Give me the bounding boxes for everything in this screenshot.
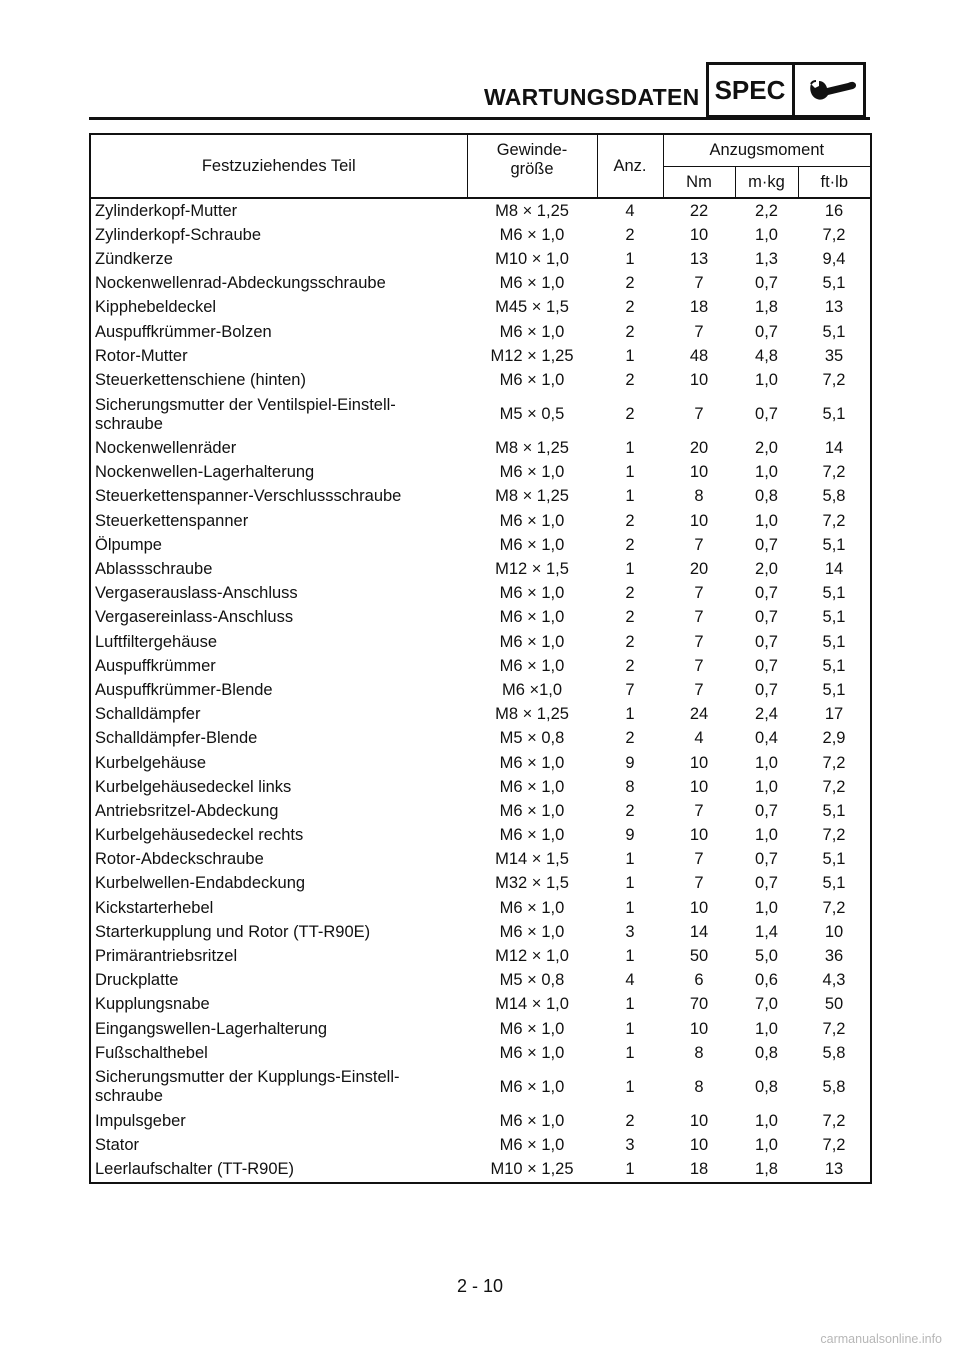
cell-ftlb: 5,1	[822, 680, 846, 699]
cell-qty: 4	[625, 971, 635, 990]
cell-qty: 1	[625, 439, 635, 458]
cell-ftlb: 5,1	[822, 322, 846, 341]
table-row	[90, 393, 871, 437]
cell-mkg: 1,0	[755, 511, 778, 530]
cell-qty: 2	[625, 511, 635, 530]
cell-mkg: 0,7	[755, 850, 778, 869]
cell-nm: 48	[689, 346, 709, 365]
cell-ftlb: 13	[824, 298, 844, 317]
cell-qty: 3	[625, 922, 635, 941]
cell-thread: M12 × 1,0	[495, 947, 569, 966]
cell-ftlb: 50	[824, 995, 844, 1014]
cell-part: Steuerkettenspanner	[95, 511, 249, 530]
cell-thread: M5 × 0,8	[499, 971, 565, 990]
cell-part: Ablassschraube	[95, 560, 213, 579]
cell-ftlb: 5,1	[822, 801, 846, 820]
cell-part: Vergasereinlass-Anschluss	[95, 608, 294, 627]
cell-qty: 1	[625, 1077, 635, 1096]
cell-qty: 8	[625, 777, 635, 796]
table-row	[90, 533, 871, 557]
cell-thread: M6 × 1,0	[499, 922, 565, 941]
cell-ftlb: 4,3	[822, 971, 846, 990]
cell-qty: 1	[625, 705, 635, 724]
table-row	[90, 247, 871, 271]
table-row	[90, 703, 871, 727]
cell-part: Schalldämpfer-Blende	[95, 729, 258, 748]
cell-qty: 2	[625, 225, 635, 244]
cell-qty: 2	[625, 370, 635, 389]
cell-mkg: 1,0	[755, 826, 778, 845]
table-row	[90, 751, 871, 775]
cell-mkg: 2,4	[755, 705, 778, 724]
table-row	[90, 920, 871, 944]
cell-thread: M14 × 1,0	[495, 995, 569, 1014]
cell-qty: 2	[625, 729, 635, 748]
cell-qty: 1	[625, 249, 635, 268]
cell-part: Kickstarterhebel	[95, 898, 214, 917]
cell-thread: M32 × 1,5	[495, 874, 569, 893]
cell-nm: 4	[694, 729, 704, 748]
cell-mkg: 0,7	[755, 405, 778, 423]
wrench-icon	[807, 75, 859, 107]
cell-part: Nockenwellen-Lagerhalterung	[95, 463, 315, 482]
cell-thread: M8 × 1,25	[467, 198, 597, 223]
cell-ftlb: 16	[798, 198, 871, 223]
cell-part: Zylinderkopf-Mutter	[90, 198, 467, 223]
cell-mkg: 0,7	[755, 584, 778, 603]
cell-ftlb: 7,2	[822, 511, 846, 530]
cell-ftlb: 35	[824, 346, 844, 365]
header-mkg: m·kg	[735, 167, 798, 199]
cell-nm: 7	[694, 535, 704, 554]
cell-nm: 10	[689, 753, 709, 772]
cell-part: Kipphebeldeckel	[95, 298, 217, 317]
table-row	[90, 582, 871, 606]
table-row	[90, 630, 871, 654]
cell-nm: 7	[694, 801, 704, 820]
cell-thread: M6 × 1,0	[499, 274, 565, 293]
cell-mkg: 1,0	[755, 753, 778, 772]
cell-mkg: 1,4	[755, 922, 778, 941]
cell-nm: 20	[689, 560, 709, 579]
cell-part: Zündkerze	[95, 249, 173, 268]
cell-ftlb: 7,2	[822, 463, 846, 482]
table-row	[90, 461, 871, 485]
table-row	[90, 848, 871, 872]
cell-part: Kupplungsnabe	[95, 995, 210, 1014]
cell-nm: 7	[694, 874, 704, 893]
table-row	[90, 272, 871, 296]
cell-thread: M6 × 1,0	[499, 801, 565, 820]
cell-part: Kurbelwellen-Endabdeckung	[95, 874, 306, 893]
cell-thread: M45 × 1,5	[495, 298, 569, 317]
cell-mkg: 1,0	[755, 777, 778, 796]
cell-mkg: 0,6	[755, 971, 778, 990]
cell-part: Fußschalthebel	[95, 1043, 208, 1062]
cell-part: Auspuffkrümmer	[95, 656, 216, 675]
cell-qty: 1	[625, 898, 635, 917]
cell-ftlb: 7,2	[822, 1111, 846, 1130]
table-row	[90, 1041, 871, 1065]
table-row	[90, 824, 871, 848]
table-row	[90, 969, 871, 993]
cell-ftlb: 7,2	[822, 370, 846, 389]
cell-ftlb: 7,2	[822, 753, 846, 772]
cell-thread: M6 × 1,0	[499, 322, 565, 341]
cell-mkg: 2,0	[755, 439, 778, 458]
spec-badge-label: SPEC	[714, 75, 786, 105]
cell-part: Sicherungsmutter der Kupplungs-Einstell- schraube	[95, 1068, 400, 1106]
cell-mkg: 1,8	[755, 1160, 778, 1179]
cell-ftlb: 2,9	[822, 729, 846, 748]
cell-part: Nockenwellenrad-Abdeckungsschraube	[95, 274, 386, 293]
table-row	[90, 368, 871, 392]
cell-mkg: 5,0	[755, 947, 778, 966]
cell-qty: 1	[625, 947, 635, 966]
cell-mkg: 0,7	[755, 801, 778, 820]
cell-nm: 24	[689, 705, 709, 724]
cell-nm: 8	[694, 487, 704, 506]
cell-thread: M6 × 1,0	[499, 1136, 565, 1155]
cell-thread: M6 × 1,0	[499, 656, 565, 675]
cell-nm: 7	[694, 274, 704, 293]
cell-qty: 9	[625, 826, 635, 845]
cell-part: Auspuffkrümmer-Bolzen	[95, 322, 272, 341]
cell-nm: 6	[694, 971, 704, 990]
cell-nm: 18	[689, 298, 709, 317]
cell-part: Impulsgeber	[95, 1111, 186, 1130]
table-row	[90, 198, 871, 223]
cell-part: Schalldämpfer	[95, 705, 201, 724]
table-row	[90, 799, 871, 823]
table-row	[90, 727, 871, 751]
cell-nm: 10	[689, 225, 709, 244]
cell-ftlb: 36	[824, 947, 844, 966]
cell-ftlb: 5,1	[822, 608, 846, 627]
cell-ftlb: 5,1	[822, 405, 846, 423]
cell-qty: 3	[625, 1136, 635, 1155]
cell-nm: 7	[694, 608, 704, 627]
cell-qty: 1	[625, 487, 635, 506]
cell-ftlb: 9,4	[822, 249, 846, 268]
cell-nm: 7	[694, 680, 704, 699]
cell-thread: M8 × 1,25	[495, 439, 569, 458]
cell-ftlb: 7,2	[822, 225, 846, 244]
cell-thread: M5 × 0,8	[499, 729, 565, 748]
cell-part: Antriebsritzel-Abdeckung	[95, 801, 279, 820]
cell-mkg: 1,0	[755, 370, 778, 389]
cell-ftlb: 5,1	[822, 632, 846, 651]
cell-qty: 1	[625, 1043, 635, 1062]
cell-thread: M6 × 1,0	[499, 1019, 565, 1038]
cell-thread: M6 × 1,0	[499, 1077, 565, 1096]
cell-ftlb: 5,8	[822, 487, 846, 506]
cell-qty: 9	[625, 753, 635, 772]
cell-thread: M6 × 1,0	[499, 753, 565, 772]
cell-thread: M6 × 1,0	[499, 826, 565, 845]
cell-mkg: 1,8	[755, 298, 778, 317]
cell-mkg: 0,4	[755, 729, 778, 748]
cell-mkg: 1,0	[755, 463, 778, 482]
cell-ftlb: 7,2	[822, 826, 846, 845]
table-row	[90, 1109, 871, 1133]
cell-ftlb: 13	[824, 1160, 844, 1179]
cell-nm: 10	[689, 1111, 709, 1130]
cell-ftlb: 10	[824, 922, 844, 941]
table-row	[90, 872, 871, 896]
cell-ftlb: 5,8	[822, 1043, 846, 1062]
table-row	[90, 775, 871, 799]
table-row	[90, 344, 871, 368]
cell-qty: 2	[625, 298, 635, 317]
cell-qty: 1	[625, 560, 635, 579]
cell-mkg: 0,8	[755, 1077, 778, 1096]
cell-mkg: 0,7	[755, 874, 778, 893]
cell-mkg: 7,0	[755, 995, 778, 1014]
torque-spec-table	[89, 133, 872, 1184]
cell-nm: 70	[689, 995, 709, 1014]
cell-qty: 2	[625, 405, 635, 423]
watermark: carmanualsonline.info	[820, 1332, 942, 1346]
cell-mkg: 0,7	[755, 322, 778, 341]
cell-mkg: 0,7	[755, 608, 778, 627]
cell-mkg: 2,2	[735, 198, 798, 223]
cell-thread: M6 × 1,0	[499, 511, 565, 530]
cell-part: Kurbelgehäusedeckel links	[95, 777, 292, 796]
cell-thread: M10 × 1,0	[495, 249, 569, 268]
cell-ftlb: 5,1	[822, 656, 846, 675]
cell-thread: M12 × 1,5	[495, 560, 569, 579]
table-row	[90, 557, 871, 581]
cell-part: Zylinderkopf-Schraube	[95, 225, 261, 244]
cell-ftlb: 7,2	[822, 1019, 846, 1038]
header-part: Festzuziehendes Teil	[90, 134, 467, 198]
cell-qty: 1	[625, 874, 635, 893]
cell-thread: M12 × 1,25	[490, 346, 574, 365]
cell-qty: 2	[625, 632, 635, 651]
cell-mkg: 4,8	[755, 346, 778, 365]
cell-thread: M5 × 0,5	[499, 405, 565, 423]
spec-badge	[706, 62, 866, 118]
cell-part: Kurbelgehäuse	[95, 753, 207, 772]
table-row	[90, 320, 871, 344]
cell-nm: 10	[689, 1136, 709, 1155]
cell-mkg: 1,0	[755, 225, 778, 244]
cell-nm: 7	[694, 632, 704, 651]
cell-mkg: 0,7	[755, 656, 778, 675]
page-number: 2 - 10	[456, 1276, 504, 1296]
cell-mkg: 0,7	[755, 535, 778, 554]
cell-part: Steuerkettenspanner-Verschlussschraube	[95, 487, 402, 506]
table-row	[90, 678, 871, 702]
table-row	[90, 1065, 871, 1109]
table-row	[90, 223, 871, 247]
table-body	[90, 198, 871, 1183]
header-ftlb: ft·lb	[798, 167, 871, 199]
cell-ftlb: 17	[824, 705, 844, 724]
cell-thread: M6 × 1,0	[499, 1111, 565, 1130]
cell-thread: M6 × 1,0	[499, 898, 565, 917]
cell-mkg: 1,0	[755, 898, 778, 917]
table-row	[90, 606, 871, 630]
cell-nm: 7	[694, 322, 704, 341]
cell-qty: 2	[625, 584, 635, 603]
cell-ftlb: 5,1	[822, 584, 846, 603]
cell-thread: M6 × 1,0	[499, 535, 565, 554]
table-row	[90, 485, 871, 509]
cell-qty: 7	[625, 680, 635, 699]
cell-thread: M6 × 1,0	[499, 463, 565, 482]
table-row	[90, 509, 871, 533]
cell-qty: 1	[625, 346, 635, 365]
cell-mkg: 0,7	[755, 680, 778, 699]
cell-mkg: 0,8	[755, 487, 778, 506]
cell-mkg: 0,7	[755, 274, 778, 293]
cell-nm: 10	[689, 898, 709, 917]
cell-thread: M6 × 1,0	[499, 225, 565, 244]
cell-part: Nockenwellenräder	[95, 439, 237, 458]
cell-ftlb: 5,1	[822, 274, 846, 293]
cell-ftlb: 5,1	[822, 874, 846, 893]
cell-nm: 50	[689, 947, 709, 966]
header-thread: Gewinde- größe	[467, 134, 597, 198]
cell-nm: 7	[694, 850, 704, 869]
cell-ftlb: 14	[824, 560, 844, 579]
cell-part: Druckplatte	[95, 971, 179, 990]
cell-qty: 1	[625, 463, 635, 482]
cell-qty: 2	[625, 608, 635, 627]
table-row	[90, 993, 871, 1017]
cell-part: Luftfiltergehäuse	[95, 632, 218, 651]
cell-qty: 2	[625, 656, 635, 675]
cell-part: Rotor-Mutter	[95, 346, 188, 365]
header-nm: Nm	[663, 167, 735, 199]
cell-part: Ölpumpe	[95, 535, 162, 554]
cell-thread: M6 × 1,0	[499, 370, 565, 389]
cell-nm: 8	[694, 1043, 704, 1062]
cell-ftlb: 5,1	[822, 535, 846, 554]
cell-part: Starterkupplung und Rotor (TT-R90E)	[95, 922, 371, 941]
cell-thread: M6 × 1,0	[499, 777, 565, 796]
cell-nm: 22	[663, 198, 735, 223]
cell-part: Sicherungsmutter der Ventilspiel-Einstell- schraube	[95, 395, 396, 433]
cell-nm: 13	[689, 249, 709, 268]
table-row	[90, 944, 871, 968]
cell-part: Kurbelgehäusedeckel rechts	[95, 826, 304, 845]
cell-mkg: 1,0	[755, 1111, 778, 1130]
cell-thread: M8 × 1,25	[495, 487, 569, 506]
cell-part: Rotor-Abdeckschraube	[95, 850, 264, 869]
page-title: WARTUNGSDATEN	[484, 84, 700, 110]
cell-mkg: 0,7	[755, 632, 778, 651]
table-row	[90, 1134, 871, 1158]
cell-qty: 1	[625, 1019, 635, 1038]
cell-qty: 2	[625, 274, 635, 293]
cell-nm: 10	[689, 463, 709, 482]
cell-nm: 14	[689, 922, 709, 941]
cell-ftlb: 7,2	[822, 777, 846, 796]
cell-thread: M6 ×1,0	[501, 680, 563, 699]
header-torque: Anzugsmoment	[663, 134, 871, 167]
cell-part: Vergaserauslass-Anschluss	[95, 584, 298, 603]
cell-part: Auspuffkrümmer-Blende	[95, 680, 273, 699]
cell-thread: M6 × 1,0	[499, 1043, 565, 1062]
cell-nm: 20	[689, 439, 709, 458]
table-row	[90, 654, 871, 678]
cell-part: Stator	[95, 1136, 140, 1155]
table-row	[90, 296, 871, 320]
table-row	[90, 1158, 871, 1183]
cell-qty: 1	[625, 850, 635, 869]
cell-qty: 2	[625, 535, 635, 554]
cell-nm: 10	[689, 1019, 709, 1038]
cell-ftlb: 7,2	[822, 1136, 846, 1155]
cell-qty: 2	[625, 322, 635, 341]
cell-qty: 2	[625, 801, 635, 820]
cell-ftlb: 7,2	[822, 898, 846, 917]
cell-mkg: 2,0	[755, 560, 778, 579]
cell-thread: M10 × 1,25	[490, 1160, 574, 1179]
cell-part: Leerlaufschalter (TT-R90E)	[95, 1160, 294, 1179]
cell-nm: 10	[689, 777, 709, 796]
header-qty: Anz.	[597, 134, 663, 198]
spec-badge-divider	[792, 65, 795, 115]
cell-mkg: 1,0	[755, 1136, 778, 1155]
cell-nm: 7	[694, 656, 704, 675]
cell-thread: M14 × 1,5	[495, 850, 569, 869]
cell-thread: M6 × 1,0	[499, 608, 565, 627]
cell-part: Eingangswellen-Lagerhalterung	[95, 1019, 328, 1038]
cell-part: Primärantriebsritzel	[95, 947, 238, 966]
cell-qty: 4	[597, 198, 663, 223]
cell-nm: 10	[689, 826, 709, 845]
cell-qty: 1	[625, 995, 635, 1014]
cell-thread: M6 × 1,0	[499, 632, 565, 651]
cell-mkg: 0,8	[755, 1043, 778, 1062]
cell-mkg: 1,3	[755, 249, 778, 268]
cell-qty: 1	[625, 1160, 635, 1179]
table-row	[90, 437, 871, 461]
cell-ftlb: 5,8	[822, 1077, 846, 1096]
table-row	[90, 1017, 871, 1041]
cell-part: Steuerkettenschiene (hinten)	[95, 370, 306, 389]
table-row	[90, 896, 871, 920]
cell-thread: M6 × 1,0	[499, 584, 565, 603]
cell-nm: 8	[694, 1077, 704, 1096]
cell-ftlb: 14	[824, 439, 844, 458]
cell-nm: 7	[694, 584, 704, 603]
cell-nm: 10	[689, 370, 709, 389]
cell-nm: 10	[689, 511, 709, 530]
cell-nm: 18	[689, 1160, 709, 1179]
cell-mkg: 1,0	[755, 1019, 778, 1038]
cell-qty: 2	[625, 1111, 635, 1130]
cell-nm: 7	[694, 405, 704, 423]
cell-ftlb: 5,1	[822, 850, 846, 869]
cell-thread: M8 × 1,25	[495, 705, 569, 724]
